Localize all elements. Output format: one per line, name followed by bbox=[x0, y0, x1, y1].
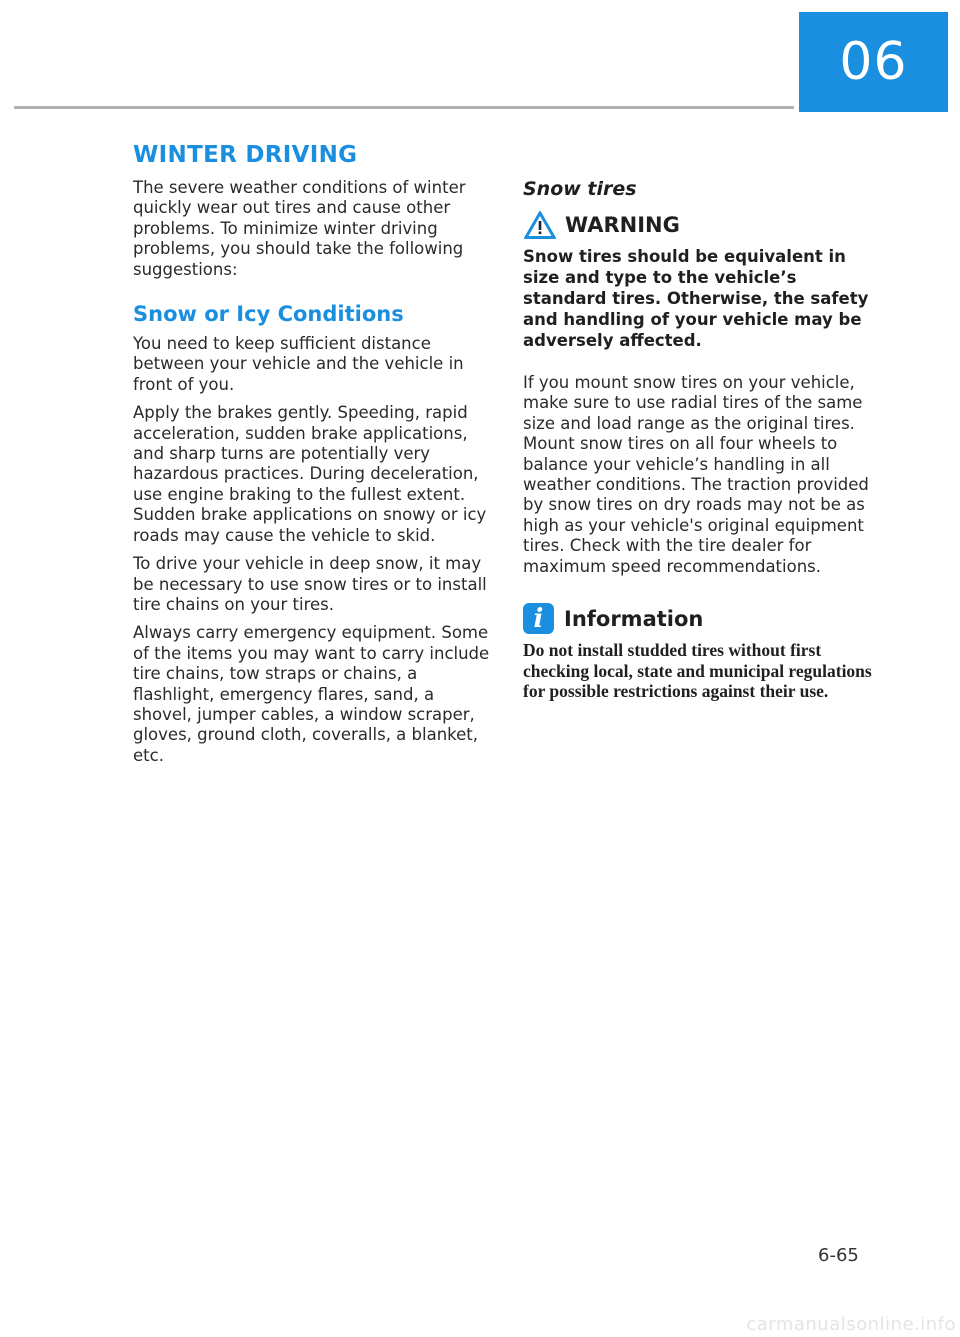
header-rule bbox=[14, 106, 794, 109]
page-number: 6-65 bbox=[818, 1245, 859, 1266]
chapter-number: 06 bbox=[839, 32, 908, 92]
paragraph-brakes: Apply the brakes gently. Speeding, rapid acceleration, sudden brake applications, and sharp turns are potentially very hazardous practices. During deceleration, use engine braking to the fullest extent. Sudden brake applications on snowy or icy roads may cause the vehicle to skid. bbox=[133, 403, 487, 545]
information-text: Do not install studded tires without first checking local, state and municipal regulations for possible restrictions against their use. bbox=[523, 640, 872, 702]
paragraph-emergency-equipment: Always carry emergency equipment. Some of the items you may want to carry include tire chains, tow straps or chains, a flashlight, emergency flares, sand, a shovel, jumper cables, a window scraper, gloves, ground cloth, coveralls, a blanket, etc. bbox=[133, 623, 490, 765]
snow-tires-paragraph: If you mount snow tires on your vehicle, make sure to use radial tires of the same size and load range as the original tires. Mount snow tires on all four wheels to balance your vehicle’s handling in all weather conditions. The traction provided by snow tires on dry roads may not be as high as your vehicle's original equipment tires. Check with the tire dealer for maximum speed recommendations. bbox=[523, 373, 869, 576]
watermark-text: carmanualsonline.info bbox=[746, 1314, 956, 1335]
warning-title: WARNING bbox=[565, 213, 680, 237]
paragraph-deep-snow: To drive your vehicle in deep snow, it may be necessary to use snow tires or to install tire chains on your tires. bbox=[133, 554, 487, 614]
information-header bbox=[523, 603, 883, 634]
warning-text: Snow tires should be equivalent in size and type to the vehicle’s standard tires. Otherwise, the safety and handling of your vehicle may be adversely affected. bbox=[523, 247, 869, 350]
chapter-tab bbox=[799, 12, 948, 112]
section-title: WINTER DRIVING bbox=[133, 142, 358, 168]
subsection-title: Snow or Icy Conditions bbox=[133, 302, 404, 327]
warning-triangle-icon bbox=[523, 210, 557, 240]
intro-paragraph: The severe weather conditions of winter quickly wear out tires and cause other problems. To minimize winter driving problems, you should take the following suggestions: bbox=[133, 178, 466, 279]
left-column bbox=[133, 142, 491, 774]
info-icon: i bbox=[523, 603, 554, 634]
paragraph-distance: You need to keep sufficient distance between your vehicle and the vehicle in front of you. bbox=[133, 334, 464, 394]
warning-header bbox=[523, 210, 883, 240]
right-column bbox=[523, 178, 883, 702]
information-title: Information bbox=[564, 606, 704, 631]
snow-tires-heading: Snow tires bbox=[523, 178, 637, 200]
